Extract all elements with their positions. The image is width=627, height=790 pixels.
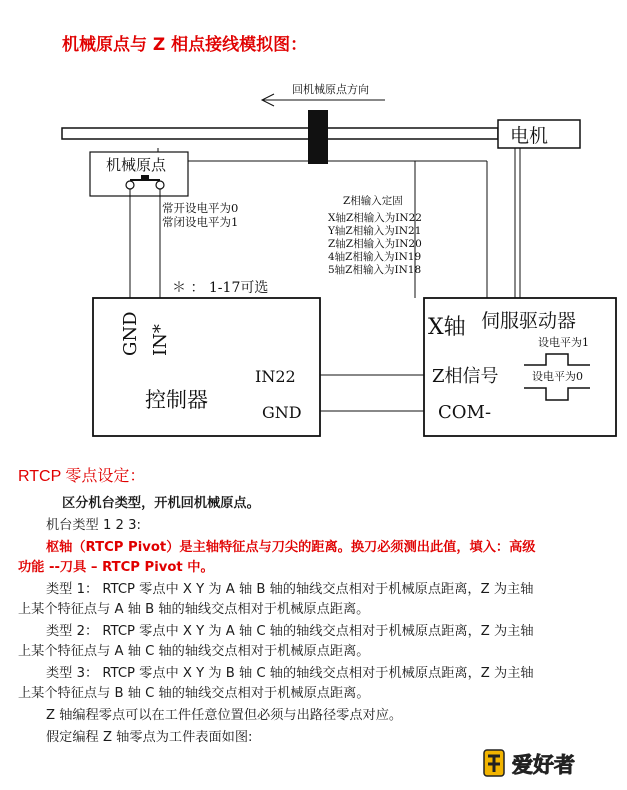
servo-z-signal: Z相信号 (432, 366, 499, 387)
servo-title: 伺服驱动器 (481, 310, 577, 332)
para-z-2: 假定编程 Z 轴零点为工件表面如图: (46, 730, 253, 745)
stop-block (308, 110, 328, 164)
section-title: RTCP 零点设定： (18, 468, 146, 485)
servo-axis-label: X轴 (428, 315, 466, 340)
z-input-1: X轴Z相输入为IN22 (328, 212, 422, 224)
shaft (62, 128, 498, 139)
switch-button (141, 175, 149, 180)
watermark-logo (482, 744, 612, 782)
servo-com: COM- (438, 402, 492, 423)
switch-terminal-left (126, 181, 134, 189)
z-input-2: Y轴Z相输入为IN21 (328, 225, 422, 237)
para-type1-1: 类型 1： RTCP 零点中 X Y 为 A 轴 B 轴的轴线交点相对于机械原点距离，Z 为主轴 (46, 582, 534, 597)
para-z-1: Z 轴编程零点可以在工件任意位置但必须与出路径零点对应。 (46, 708, 403, 723)
z-input-3: Z轴Z相输入为IN20 (328, 238, 422, 250)
selectable-note: ＊ ： 1-17可选 (172, 280, 269, 296)
controller-gnd-vertical: GND (120, 311, 141, 356)
para-line-1: 区分机台类型，开机回机械原点。 (62, 496, 260, 511)
para-line-2: 机台类型 1 2 3: (46, 518, 141, 533)
switch-note-1: 常开设电平为0 (162, 201, 239, 215)
motor-label: 电机 (510, 125, 549, 147)
watermark-text: 爱好者 (512, 753, 575, 777)
z-input-5: 5轴Z相输入为IN18 (328, 264, 422, 276)
servo-level-0: 设电平为0 (532, 370, 583, 383)
para-pivot-1: 枢轴（RTCP Pivot）是主轴特征点与刀尖的距离。换刀必须测出此值，填入：高级 (46, 540, 536, 555)
para-type1-2: 上某个特征点与 A 轴 B 轴的轴线交点相对于机械原点距离。 (18, 602, 370, 617)
page-heading: 机械原点与 Z 相点接线模拟图： (62, 35, 308, 55)
para-type3-2: 上某个特征点与 B 轴 C 轴的轴线交点相对于机械原点距离。 (18, 686, 370, 701)
z-input-4: 4轴Z相输入为IN19 (328, 251, 422, 263)
para-pivot-2: 功能 --刀具 – RTCP Pivot 中。 (18, 560, 214, 575)
para-type2-2: 上某个特征点与 A 轴 C 轴的轴线交点相对于机械原点距离。 (18, 644, 370, 659)
para-type2-1: 类型 2： RTCP 零点中 X Y 为 A 轴 C 轴的轴线交点相对于机械原点距离，Z 为主轴 (46, 624, 534, 639)
switch-terminal-right (156, 181, 164, 189)
controller-in-vertical: IN* (150, 324, 171, 356)
z-input-title: Z相输入定固 (343, 195, 403, 207)
direction-label: 回机械原点方向 (292, 83, 369, 96)
para-type3-1: 类型 3： RTCP 零点中 X Y 为 B 轴 C 轴的轴线交点相对于机械原点距离，Z 为主轴 (46, 666, 534, 681)
controller-label: 控制器 (145, 388, 208, 412)
controller-in22: IN22 (255, 367, 296, 386)
controller-gnd: GND (262, 403, 302, 422)
switch-note-2: 常闭设电平为1 (162, 215, 239, 229)
servo-level-1: 设电平为1 (538, 336, 589, 349)
home-switch-label: 机械原点 (106, 156, 167, 174)
